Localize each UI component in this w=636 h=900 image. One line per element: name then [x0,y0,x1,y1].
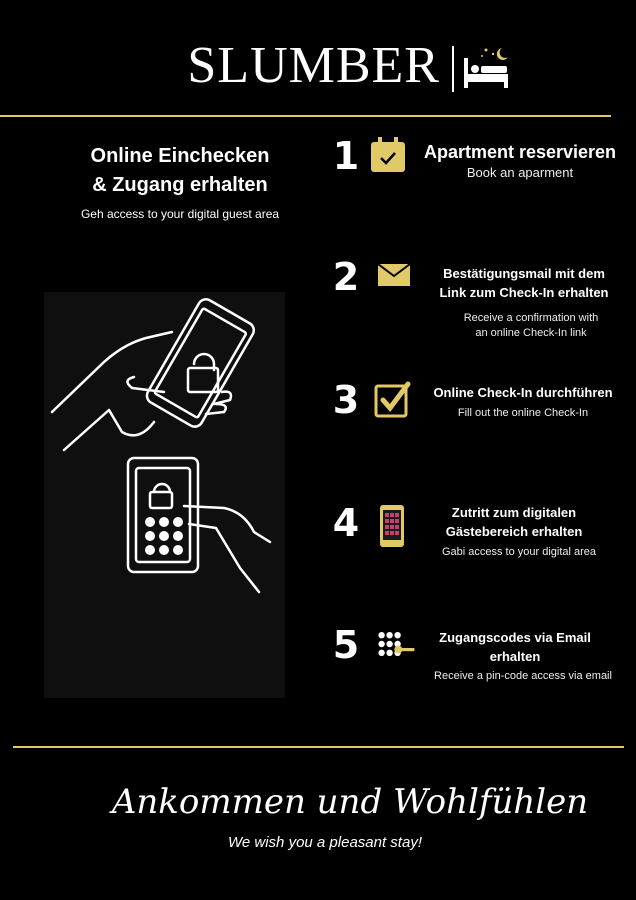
step-title [414,503,614,541]
keypad-key-icon [376,626,416,670]
intro-subtitle: Geh access to your digital guest area [80,207,280,221]
step-subtitle-line: an online Check-In link [475,327,587,339]
bottom-divider [13,746,624,748]
step-title: Online Check-In durchführen [433,385,613,400]
step-title-line: Zutritt zum digitalen [451,505,577,520]
step-subtitle-line: Receive a confirmation with [463,312,599,324]
step-subtitle [426,311,636,341]
footer-tagline: We wish you a pleasant stay! [228,834,422,851]
step-title-line: Link zum Check-In erhalten [439,285,609,300]
smartphone-grid-icon [374,504,414,548]
logo-divider [452,46,454,92]
checkbox-check-icon [372,378,412,422]
step-number: 3 [332,378,360,422]
step-subtitle: Fill out the online Check-In [457,407,589,419]
phone-unlock-illustration [44,292,285,698]
step-subtitle: Receive a pin-code access via email [434,670,612,682]
step-subtitle: Gabi access to your digital area [441,546,597,558]
step-title-line: Gästebereich erhalten [445,524,583,539]
step-title-line: Bestätigungsmail mit dem [443,266,605,281]
top-divider [0,115,611,117]
step-number: 2 [332,255,360,299]
footer-script-heading: Ankommen und Wohlfühlen [111,782,589,822]
calendar-check-icon [368,134,408,178]
brand-logo: SLUMBER [187,37,440,94]
step-title: Apartment reservieren [423,142,617,162]
step-title [422,628,608,666]
bed-with-moon-and-stars-icon [462,44,512,90]
step-title [420,264,628,302]
intro-title [40,142,320,200]
intro-title-line: & Zugang erhalten [92,174,268,196]
step-number: 1 [332,134,360,178]
step-number: 5 [332,623,360,667]
step-title-line: Zugangscodes via Email [439,630,591,645]
step-subtitle: Book an aparment [466,165,574,180]
step-title-line: erhalten [489,649,541,664]
intro-title-line: Online Einchecken [90,145,270,167]
envelope-icon [376,256,416,300]
step-number: 4 [332,501,360,545]
